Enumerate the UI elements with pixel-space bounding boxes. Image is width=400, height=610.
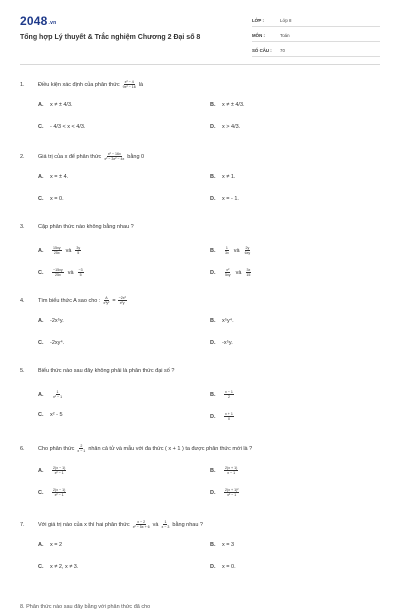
option-letter: D. bbox=[210, 413, 216, 420]
numerator: 2(x + 1)² bbox=[225, 488, 239, 492]
option-c[interactable] bbox=[38, 564, 78, 570]
document-title: Tổng hợp Lý thuyết & Trắc nghiệm Chương 2 Đại số 8 bbox=[20, 34, 201, 41]
option-text: - 4/3 < x < 4/3. bbox=[50, 124, 86, 130]
option-letter: C. bbox=[38, 340, 44, 346]
joiner: và bbox=[233, 247, 240, 254]
denominator: 25x bbox=[54, 273, 61, 277]
option-letter: A. bbox=[38, 247, 44, 254]
option-letter: C. bbox=[38, 489, 44, 496]
option-letter: A. bbox=[38, 174, 44, 180]
fraction bbox=[75, 246, 81, 255]
meta-key: SỐ CÂU : bbox=[252, 47, 272, 53]
denominator: 0 bbox=[227, 417, 230, 421]
numerator: 1 bbox=[56, 390, 59, 394]
option-text: x > 4/3. bbox=[222, 124, 241, 130]
option-a[interactable] bbox=[38, 246, 83, 255]
numerator: 2(x − 1) bbox=[53, 466, 66, 470]
option-a[interactable] bbox=[38, 390, 65, 399]
denominator: 9x² − 16 bbox=[122, 85, 136, 89]
fraction bbox=[245, 268, 251, 277]
option-text: -2xy⁴. bbox=[50, 340, 65, 346]
denominator: x² − 5x + 6 bbox=[132, 525, 150, 529]
option-text: x⁵y⁴. bbox=[222, 318, 234, 324]
numerator: −15xy bbox=[53, 268, 63, 272]
option-letter: C. bbox=[38, 412, 44, 418]
question-text: Tìm biểu thức A sao cho : bbox=[38, 297, 101, 304]
fraction bbox=[52, 268, 64, 277]
option-text: x ≠ ± 4/3. bbox=[50, 102, 73, 108]
denominator: 2 bbox=[227, 395, 230, 399]
option-a[interactable] bbox=[38, 102, 73, 108]
numerator: 2(x − 1) bbox=[53, 488, 66, 492]
option-letter: A. bbox=[38, 467, 44, 474]
option-letter: B. bbox=[210, 247, 216, 254]
option-d[interactable] bbox=[210, 564, 236, 570]
fraction bbox=[118, 296, 127, 305]
meta-value: 70 bbox=[280, 47, 285, 53]
question-text: Điều kiện xác định của phân thức bbox=[38, 81, 120, 88]
question-stem bbox=[20, 296, 129, 305]
question-text-end: bằng nhau ? bbox=[172, 521, 203, 528]
option-letter: C. bbox=[38, 196, 44, 202]
numerator: 15xy bbox=[53, 246, 61, 250]
option-c[interactable] bbox=[38, 124, 85, 130]
fraction bbox=[224, 246, 230, 255]
fraction bbox=[103, 152, 125, 161]
meta-row-subject bbox=[252, 29, 380, 42]
denominator: 5xy bbox=[225, 273, 231, 277]
fraction bbox=[224, 390, 234, 399]
question-text: Biểu thức nào sau đây không phải là phân thức đại số ? bbox=[38, 368, 175, 374]
question-stem bbox=[20, 152, 144, 161]
logo-domain: .vn bbox=[48, 20, 57, 26]
option-text: x = 0. bbox=[50, 196, 64, 202]
numerator: x² bbox=[226, 268, 230, 272]
cut-off-question bbox=[20, 591, 240, 610]
fraction bbox=[76, 444, 86, 453]
meta-row-class bbox=[252, 14, 380, 27]
denominator: x² − 1 bbox=[53, 395, 63, 399]
option-letter: A. bbox=[38, 102, 44, 108]
fraction bbox=[102, 296, 110, 305]
option-b[interactable] bbox=[210, 318, 234, 324]
option-letter: D. bbox=[210, 340, 216, 346]
fraction-pair bbox=[222, 246, 253, 255]
denominator: 3x bbox=[225, 251, 229, 255]
denominator: x² − 1 bbox=[54, 471, 64, 475]
meta-row-count bbox=[252, 44, 380, 57]
question-2 bbox=[20, 152, 380, 222]
option-b[interactable] bbox=[210, 466, 240, 475]
denominator: x² − 1 bbox=[54, 493, 64, 497]
option-letter: D. bbox=[210, 124, 216, 130]
option-text: x ≠ ± 4/3. bbox=[222, 102, 245, 108]
fraction bbox=[132, 520, 151, 529]
fraction bbox=[160, 520, 170, 529]
option-letter: C. bbox=[38, 564, 44, 570]
fraction bbox=[224, 488, 239, 497]
numerator: 3y bbox=[76, 246, 81, 250]
question-text-end: nhân cả tử và mẫu với đa thức ( x + 1 ) ta được phân thức mới là ? bbox=[88, 445, 253, 452]
meta-value: Toán bbox=[280, 32, 290, 38]
option-d[interactable] bbox=[210, 124, 240, 130]
option-a[interactable] bbox=[38, 318, 64, 324]
question-number: 6. bbox=[20, 445, 25, 452]
denominator: x − 3 bbox=[161, 525, 170, 529]
fraction-pair bbox=[50, 268, 86, 277]
option-d[interactable] bbox=[210, 488, 241, 497]
page-header bbox=[20, 14, 380, 58]
header-divider bbox=[20, 64, 380, 65]
option-text: -2x⁵y. bbox=[50, 318, 64, 324]
numerator: x − 2 bbox=[137, 520, 146, 524]
question-text: Cặp phân thức nào không bằng nhau ? bbox=[38, 224, 134, 230]
fraction bbox=[224, 268, 232, 277]
question-text: Cho phân thức bbox=[38, 445, 75, 452]
question-1 bbox=[20, 80, 380, 150]
question-number: 2. bbox=[20, 153, 25, 160]
option-letter: D. bbox=[210, 269, 216, 276]
meta-table bbox=[252, 14, 380, 59]
option-d[interactable] bbox=[210, 268, 253, 277]
numerator: 3x bbox=[246, 268, 251, 272]
fraction bbox=[52, 488, 66, 497]
numerator: −2x³ bbox=[118, 296, 126, 300]
option-letter: A. bbox=[38, 391, 44, 398]
numerator: 2 bbox=[80, 444, 83, 448]
question-number: 3. bbox=[20, 224, 25, 230]
meta-value: Lớp 8 bbox=[280, 17, 292, 23]
option-c[interactable] bbox=[38, 488, 68, 497]
meta-key: LỚP : bbox=[252, 17, 264, 23]
option-text: x = 3 bbox=[222, 542, 235, 548]
option-text: x = ± 4. bbox=[50, 174, 69, 180]
option-a[interactable] bbox=[38, 542, 62, 548]
option-c[interactable] bbox=[38, 196, 64, 202]
fraction bbox=[52, 246, 62, 255]
joiner: và bbox=[235, 269, 242, 276]
option-letter: B. bbox=[210, 391, 216, 398]
option-letter: D. bbox=[210, 564, 216, 570]
numerator: x − 1 bbox=[225, 390, 233, 394]
option-text: x ≠ 1. bbox=[222, 174, 236, 180]
numerator: −3 bbox=[78, 268, 83, 272]
option-d[interactable] bbox=[210, 196, 239, 202]
option-letter: B. bbox=[210, 542, 216, 548]
option-c[interactable] bbox=[38, 268, 86, 277]
option-b[interactable] bbox=[210, 542, 234, 548]
denominator: x − 1 bbox=[227, 471, 236, 475]
denominator: x² − 1 bbox=[227, 493, 237, 497]
option-letter: B. bbox=[210, 467, 216, 474]
question-6 bbox=[20, 444, 380, 514]
numerator: x² − 4 bbox=[124, 80, 134, 84]
numerator: 1 bbox=[225, 246, 228, 250]
fraction bbox=[52, 466, 66, 475]
option-letter: B. bbox=[210, 102, 216, 108]
numerator: A bbox=[105, 296, 108, 300]
equals-sign: = bbox=[112, 297, 116, 304]
denominator: x³y² bbox=[103, 301, 110, 305]
denominator: x²y bbox=[119, 301, 125, 305]
fraction-pair bbox=[50, 246, 83, 255]
question-stem bbox=[20, 368, 174, 374]
option-letter: A. bbox=[38, 542, 44, 548]
question-stem bbox=[20, 224, 134, 230]
option-text: x = 0. bbox=[222, 564, 236, 570]
numerator: x + 1 bbox=[225, 412, 233, 416]
option-letter: C. bbox=[38, 269, 44, 276]
fraction bbox=[224, 412, 234, 421]
option-b[interactable] bbox=[210, 246, 253, 255]
question-7 bbox=[20, 520, 380, 590]
option-c[interactable] bbox=[38, 340, 64, 346]
logo-main: 2048 bbox=[20, 14, 48, 28]
option-b[interactable] bbox=[210, 390, 236, 399]
option-c[interactable] bbox=[38, 412, 63, 418]
question-3 bbox=[20, 224, 380, 294]
option-a[interactable] bbox=[38, 466, 68, 475]
question-4 bbox=[20, 296, 380, 366]
question-number: 1. bbox=[20, 81, 25, 88]
fraction bbox=[78, 268, 84, 277]
option-d[interactable] bbox=[210, 412, 236, 421]
question-text: Giá trị của x để phân thức bbox=[38, 153, 102, 160]
option-text: x² - 5 bbox=[50, 412, 63, 418]
denominator: x² − 3x² − 4x bbox=[104, 157, 125, 161]
denominator: 25x bbox=[53, 251, 60, 255]
denominator: 5 bbox=[77, 251, 80, 255]
question-number: 4. bbox=[20, 297, 25, 304]
denominator: 6xy bbox=[244, 251, 251, 255]
option-letter: D. bbox=[210, 489, 216, 496]
question-stem bbox=[20, 80, 143, 89]
option-text: x = - 1. bbox=[222, 196, 239, 202]
question-5 bbox=[20, 368, 380, 438]
denominator: 5 bbox=[79, 273, 82, 277]
question-text: Với giá trị nào của x thì hai phân thức bbox=[38, 521, 130, 528]
option-letter: B. bbox=[210, 318, 216, 324]
option-letter: A. bbox=[38, 318, 44, 324]
option-letter: D. bbox=[210, 196, 216, 202]
site-logo[interactable] bbox=[20, 14, 56, 28]
question-text-end: bằng 0 bbox=[127, 153, 145, 160]
question-stem bbox=[20, 520, 203, 529]
joiner: và bbox=[152, 521, 159, 528]
numerator: 2(x + 1) bbox=[225, 466, 238, 470]
question-stem bbox=[20, 444, 252, 453]
option-text: x = 2 bbox=[50, 542, 63, 548]
option-text: x ≠ 2, x ≠ 3. bbox=[50, 564, 79, 570]
meta-key: MÔN : bbox=[252, 32, 265, 38]
option-letter: B. bbox=[210, 174, 216, 180]
fraction bbox=[52, 390, 63, 399]
numerator: x² − 16x bbox=[107, 152, 121, 156]
joiner: và bbox=[65, 247, 72, 254]
fraction bbox=[224, 466, 238, 475]
fraction-pair bbox=[222, 268, 253, 277]
option-b[interactable] bbox=[210, 102, 245, 108]
option-b[interactable] bbox=[210, 174, 235, 180]
option-text: -x⁵y. bbox=[222, 340, 233, 346]
denominator: x − 1 bbox=[77, 449, 86, 453]
numerator: 2y bbox=[245, 246, 250, 250]
question-number: 5. bbox=[20, 368, 25, 374]
denominator: 15 bbox=[246, 273, 251, 277]
cut-off-text: 8. Phân thức nào sau đây bằng với phân thức đã cho bbox=[20, 604, 151, 610]
joiner: và bbox=[67, 269, 74, 276]
fraction bbox=[244, 246, 252, 255]
fraction bbox=[122, 80, 137, 89]
numerator: 1 bbox=[164, 520, 167, 524]
option-a[interactable] bbox=[38, 174, 68, 180]
question-number: 7. bbox=[20, 521, 25, 528]
question-text-end: là bbox=[138, 81, 144, 88]
option-letter: C. bbox=[38, 124, 44, 130]
option-d[interactable] bbox=[210, 340, 233, 346]
